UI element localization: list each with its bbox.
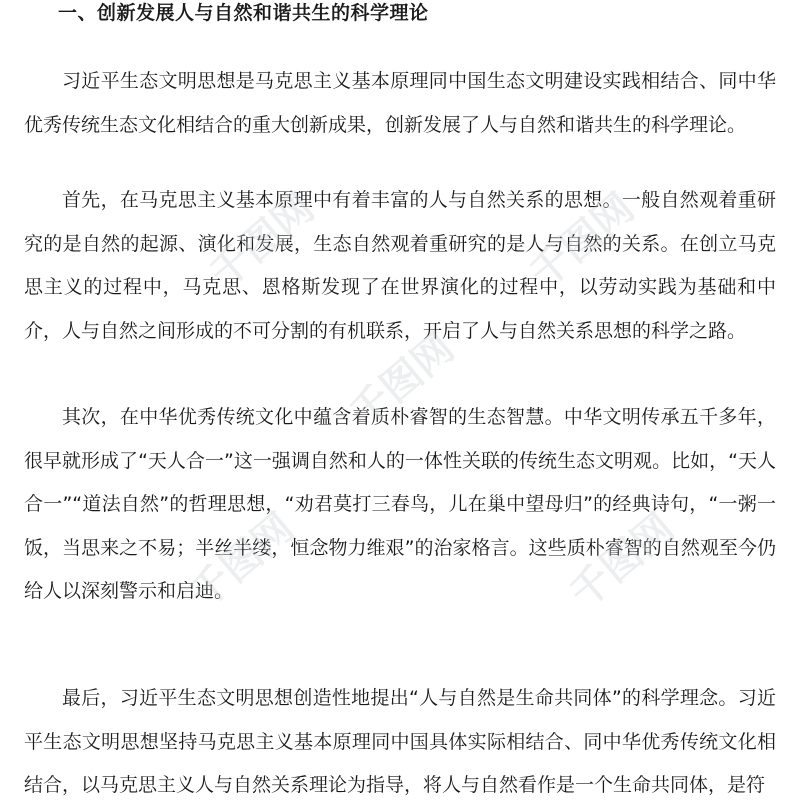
watermark: 千图网 (201, 184, 323, 298)
watermark: 千图网 (181, 504, 303, 618)
paragraph-first: 首先，在马克思主义基本原理中有着丰富的人与自然关系的思想。一般自然观着重研究的是自然的起源、演化和发展，生态自然观着重研究的是人与自然的关系。在创立马克思主义的过程中，马克思、恩格斯发现了在世界演化的过程中，以劳动实践为基础和中介，人与自然之间形成的不可分割的有机联系，开启了人与自然关系思想的科学之路。 (24, 189, 776, 342)
paragraph-last: 最后，习近平生态文明思想创造性地提出“人与自然是生命共同体”的科学理念。习近平生态文明思想坚持马克思主义基本原理同中国具体实际相结合、同中华优秀传统文化相结合，以马克思主义人与自然关系理论为指导，将人与自然看作是一个生命共同体，是符 (24, 687, 776, 796)
paragraph-intro: 习近平生态文明思想是马克思主义基本原理同中国生态文明建设实践相结合、同中华优秀传统生态文化相结合的重大创新成果，创新发展了人与自然和谐共生的科学理论。 (24, 70, 776, 136)
watermark: 千图网 (561, 504, 683, 618)
watermark: 千图网 (341, 324, 463, 438)
watermark: 千图网 (521, 184, 643, 298)
paragraph-second: 其次，在中华优秀传统文化中蕴含着质朴睿智的生态智慧。中华文明传承五千多年，很早就形成了“天人合一”这一强调自然和人的一体性关联的传统生态文明观。比如，“天人合一”“道法自然”的哲理思想，“劝君莫打三春鸟，儿在巢中望母归”的经典诗句，“一粥一饭，当思来之不易；半丝半缕，恒念物力维艰”的治家格言。这些质朴睿智的自然观至今仍给人以深刻警示和启迪。 (24, 406, 776, 602)
section-heading: 一、创新发展人与自然和谐共生的科学理论 (58, 2, 429, 24)
